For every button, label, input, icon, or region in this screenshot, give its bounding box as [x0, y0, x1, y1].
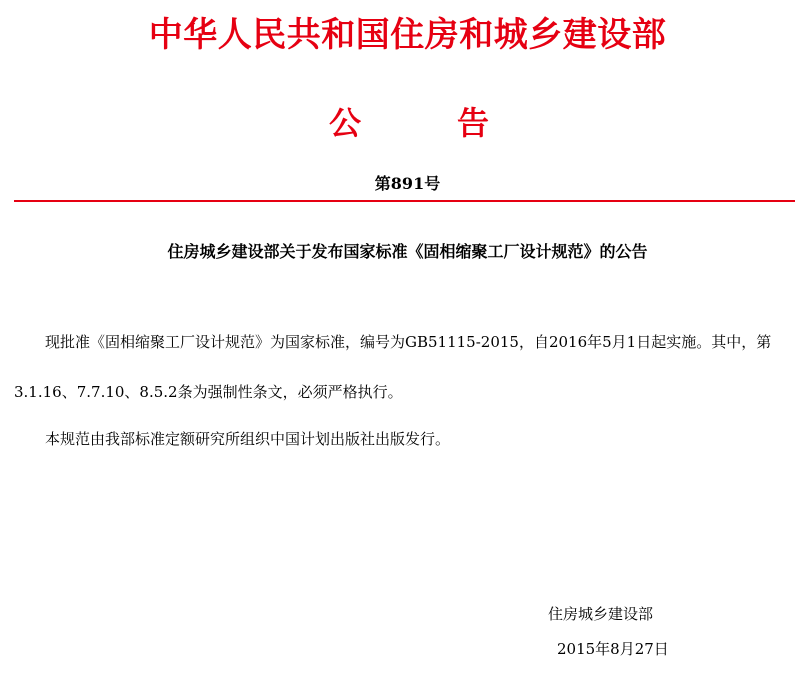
paragraph-1-line-1: 现批准《固相缩聚工厂设计规范》为国家标准，编号为GB51115-2015，自2016年5月1日起实施。其中，第 — [45, 333, 772, 351]
signature-organization: 住房城乡建设部 — [548, 605, 654, 623]
notice-char-gong: 公 — [329, 104, 362, 142]
announcement-title: 住房城乡建设部关于发布国家标准《固相缩聚工厂设计规范》的公告 — [167, 242, 648, 261]
notice-heading — [329, 100, 489, 146]
paragraph-1-line-2: 3.1.16、7.7.10、8.5.2条为强制性条文，必须严格执行。 — [14, 383, 403, 401]
ministry-name: 中华人民共和国住房和城乡建设部 — [148, 15, 667, 55]
paragraph-2: 本规范由我部标准定额研究所组织中国计划出版社出版发行。 — [45, 430, 451, 448]
signature-date: 2015年8月27日 — [557, 640, 669, 658]
document-number: 第891号 — [374, 174, 441, 193]
red-divider — [14, 200, 795, 202]
notice-char-gao: 告 — [456, 104, 489, 142]
